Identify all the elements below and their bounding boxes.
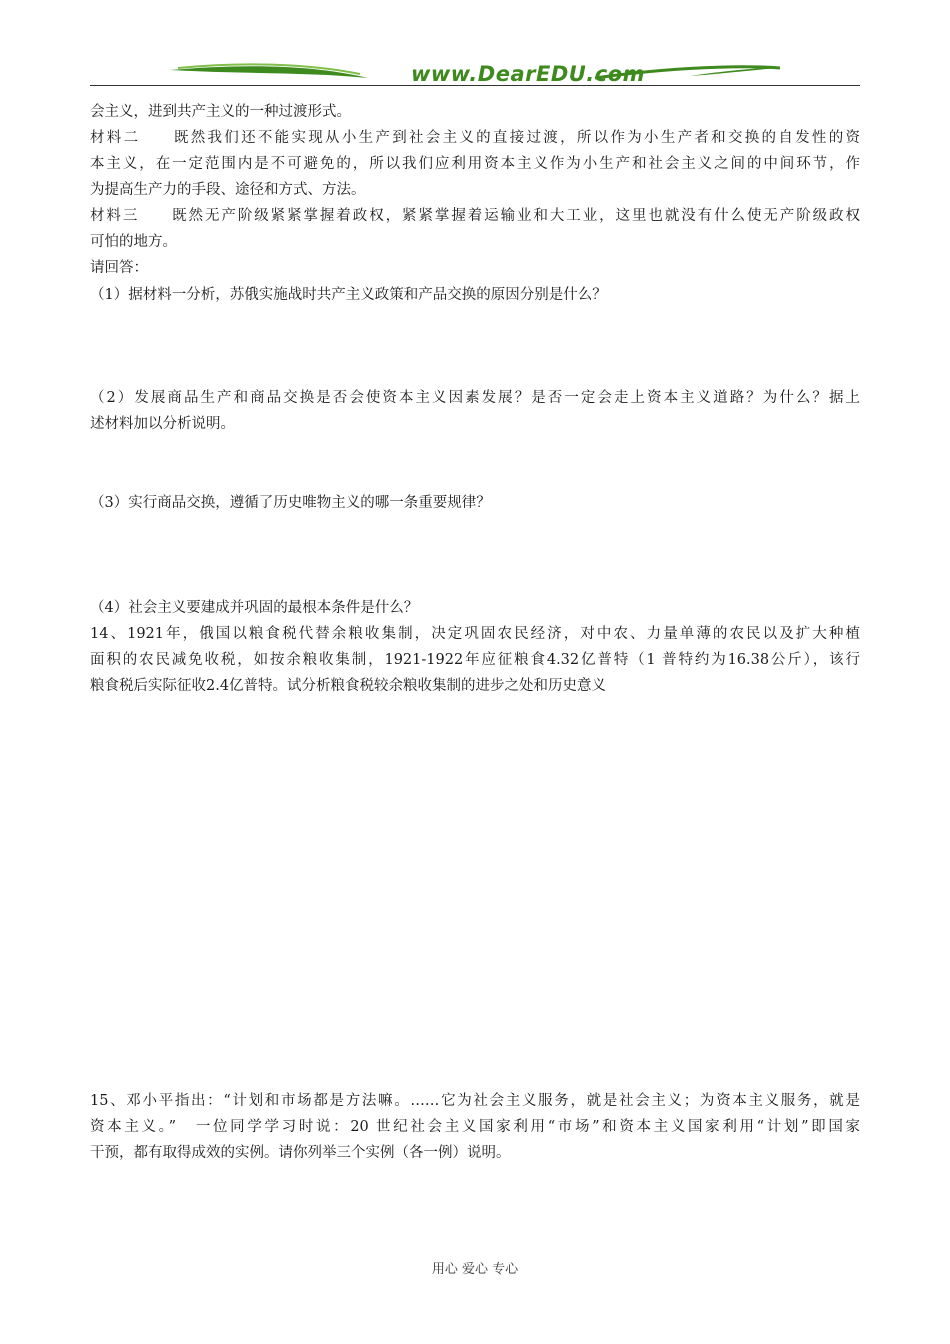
text-line: 述材料加以分析说明。 [90, 416, 235, 432]
page-footer: 用心 爱心 专心 [431, 1262, 519, 1277]
question-14: 14、1921年，俄国以粮食税代替余粮收集制，决定巩固农民经济，对中农、力量单薄的农民以及扩大种植 [90, 626, 860, 642]
site-logo[interactable]: www.DearEDU.com [410, 62, 646, 86]
text-line: 粮食税后实际征收2.4亿普特。试分析粮食税较余粮收集制的进步之处和历史意义 [90, 678, 607, 694]
text-line: 请回答： [90, 260, 148, 276]
question-1: （1）据材料一分析，苏俄实施战时共产主义政策和产品交换的原因分别是什么？ [90, 287, 607, 303]
text-line: 会主义，进到共产主义的一种过渡形式。 [90, 104, 351, 120]
question-2: （2）发展商品生产和商品交换是否会使资本主义因素发展？是否一定会走上资本主义道路？为什么？据上 [90, 390, 860, 406]
text-line: 资本主义。” 一位同学学习时说：20 世纪社会主义国家利用“市场”和资本主义国家利用“计划”即国家 [90, 1119, 860, 1135]
text-line: 面积的农民减免收税，如按余粮收集制，1921-1922年应征粮食4.32亿普特（1 普特约为16.38公斤），该行 [90, 652, 860, 668]
text-line: 为提高生产力的手段、途径和方式、方法。 [90, 182, 366, 198]
header-rule [90, 85, 860, 86]
text-line: 本主义，在一定范围内是不可避免的，所以我们应利用资本主义作为小生产和社会主义之间的中间环节，作 [90, 156, 860, 172]
text-line: 可怕的地方。 [90, 234, 177, 250]
question-3: （3）实行商品交换，遵循了历史唯物主义的哪一条重要规律？ [90, 495, 491, 511]
text-line: 干预，都有取得成效的实例。请你列举三个实例（各一例）说明。 [90, 1145, 511, 1161]
page-header [90, 58, 860, 90]
text-line: 材料二 既然我们还不能实现从小生产到社会主义的直接过渡，所以作为小生产者和交换的自发性的资 [90, 130, 860, 146]
text-line: 材料三 既然无产阶级紧紧掌握着政权，紧紧掌握着运输业和大工业，这里也就没有什么使无产阶级政权 [90, 208, 860, 224]
question-4: （4）社会主义要建成并巩固的最根本条件是什么？ [90, 600, 419, 616]
question-15: 15、邓小平指出：“计划和市场都是方法嘛。……它为社会主义服务，就是社会主义；为资本主义服务，就是 [90, 1093, 860, 1109]
